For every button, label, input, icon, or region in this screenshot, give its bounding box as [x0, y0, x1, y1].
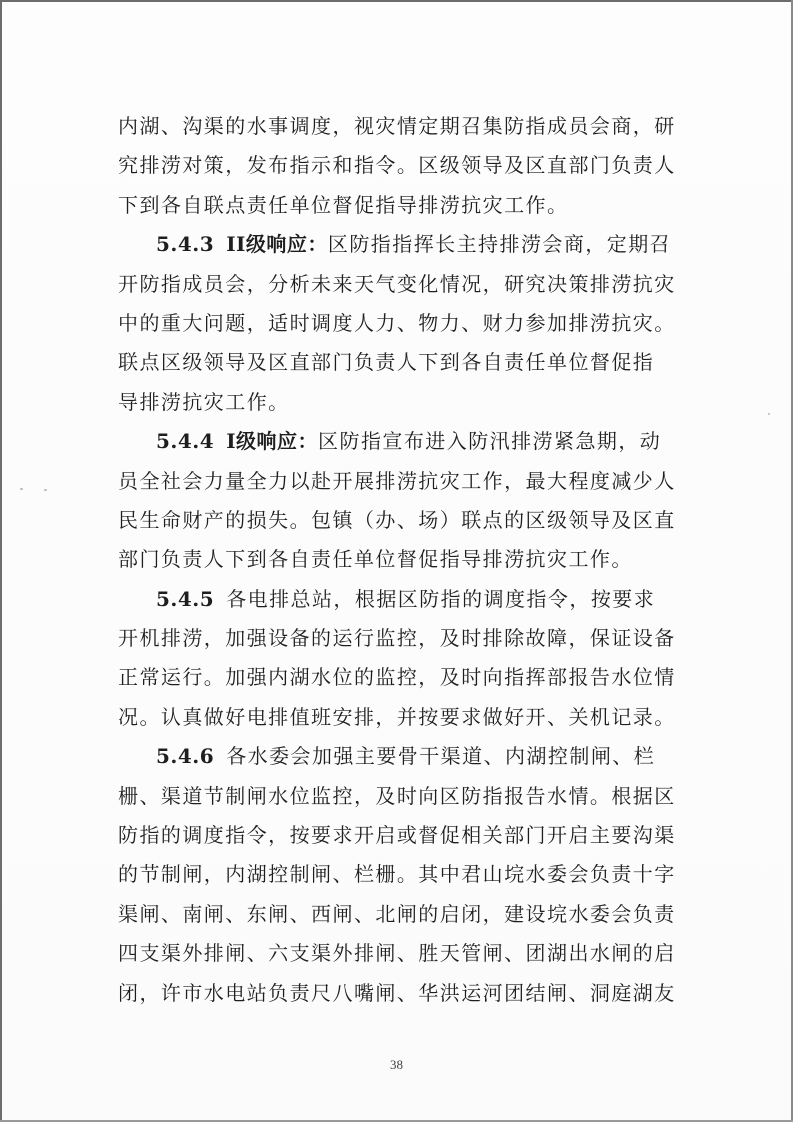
text-line: 开机排涝，加强设备的运行监控，及时排除故障，保证设备 [118, 626, 676, 651]
text-line: 的节制闸，内湖控制闸、栏栅。其中君山垸水委会负责十字 [118, 862, 676, 887]
section-text: 区防指宣布进入防汛排涝紧急期，动 [318, 429, 662, 454]
text-line: 闭，许市水电站负责尺八嘴闸、华洪运河团结闸、洞庭湖友 [118, 980, 676, 1005]
section-text: 各水委会加强主要骨干渠道、内湖控制闸、栏 [226, 744, 656, 769]
text-line: 况。认真做好电排值班安排，并按要求做好开、关机记录。 [118, 704, 676, 729]
scan-speck [768, 413, 770, 415]
section-number: 5.4.4 [156, 429, 215, 454]
text-line: 究排涝对策，发布指示和指令。区级领导及区直部门负责人 [118, 153, 676, 178]
section-title: II级响应： [226, 232, 328, 257]
text-line: 内湖、沟渠的水事调度，视灾情定期召集防指成员会商，研 [118, 114, 676, 138]
text-line: 开防指成员会，分析未来天气变化情况，研究决策排涝抗灾 [118, 271, 676, 296]
text-line [118, 1013, 678, 1052]
text-line: 防指的调度指令，按要求开启或督促相关部门开启主要沟渠 [118, 823, 676, 848]
section-5-4-4-heading [118, 422, 678, 461]
text-line: 民生命财产的损失。包镇（办、场）联点的区级领导及区直 [118, 507, 676, 532]
section-text: 区防指指挥长主持排涝会商，定期召 [327, 232, 672, 257]
text-line: 正常运行。加强内湖水位的监控，及时向指挥部报告水位情 [118, 665, 676, 690]
text-line: 下到各自联点责任单位督促指导排涝抗灾工作。 [118, 192, 569, 217]
body-text [118, 107, 678, 1052]
text-line: 渠闸、南闸、东闸、西闸、北闸的启闭，建设垸水委会负责 [118, 901, 676, 926]
text-line: 中的重大问题，适时调度人力、物力、财力参加排涝抗灾。 [118, 310, 676, 335]
section-5-4-6-heading [118, 737, 678, 776]
text-line: 部门负责人下到各自责任单位督促指导排涝抗灾工作。 [118, 547, 633, 572]
section-text: 各电排总站，根据区防指的调度指令，按要求 [226, 586, 656, 611]
text-line: 联点区级领导及区直部门负责人下到各自责任单位督促指 [118, 350, 655, 375]
section-title: I级响应： [226, 429, 319, 454]
scan-border-top [0, 0, 793, 2]
scan-speck [20, 488, 23, 490]
section-number: 5.4.3 [156, 232, 215, 257]
text-line: 员全社会力量全力以赴开展排涝抗灾工作，最大程度减少人 [118, 468, 676, 493]
scan-border-left [0, 0, 2, 1122]
text-line: 四支渠外排闸、六支渠外排闸、胜天管闸、团湖出水闸的启 [118, 941, 676, 966]
section-5-4-3-heading [118, 225, 678, 264]
text-line: 导排涝抗灾工作。 [118, 389, 290, 414]
section-5-4-5-heading [118, 580, 678, 619]
page-number: 38 [390, 1057, 403, 1072]
scan-speck [44, 489, 47, 491]
section-number: 5.4.5 [156, 586, 215, 611]
text-line: 栅、渠道节制闸水位监控，及时向区防指报告水情。根据区 [118, 783, 676, 808]
section-number: 5.4.6 [156, 744, 215, 769]
